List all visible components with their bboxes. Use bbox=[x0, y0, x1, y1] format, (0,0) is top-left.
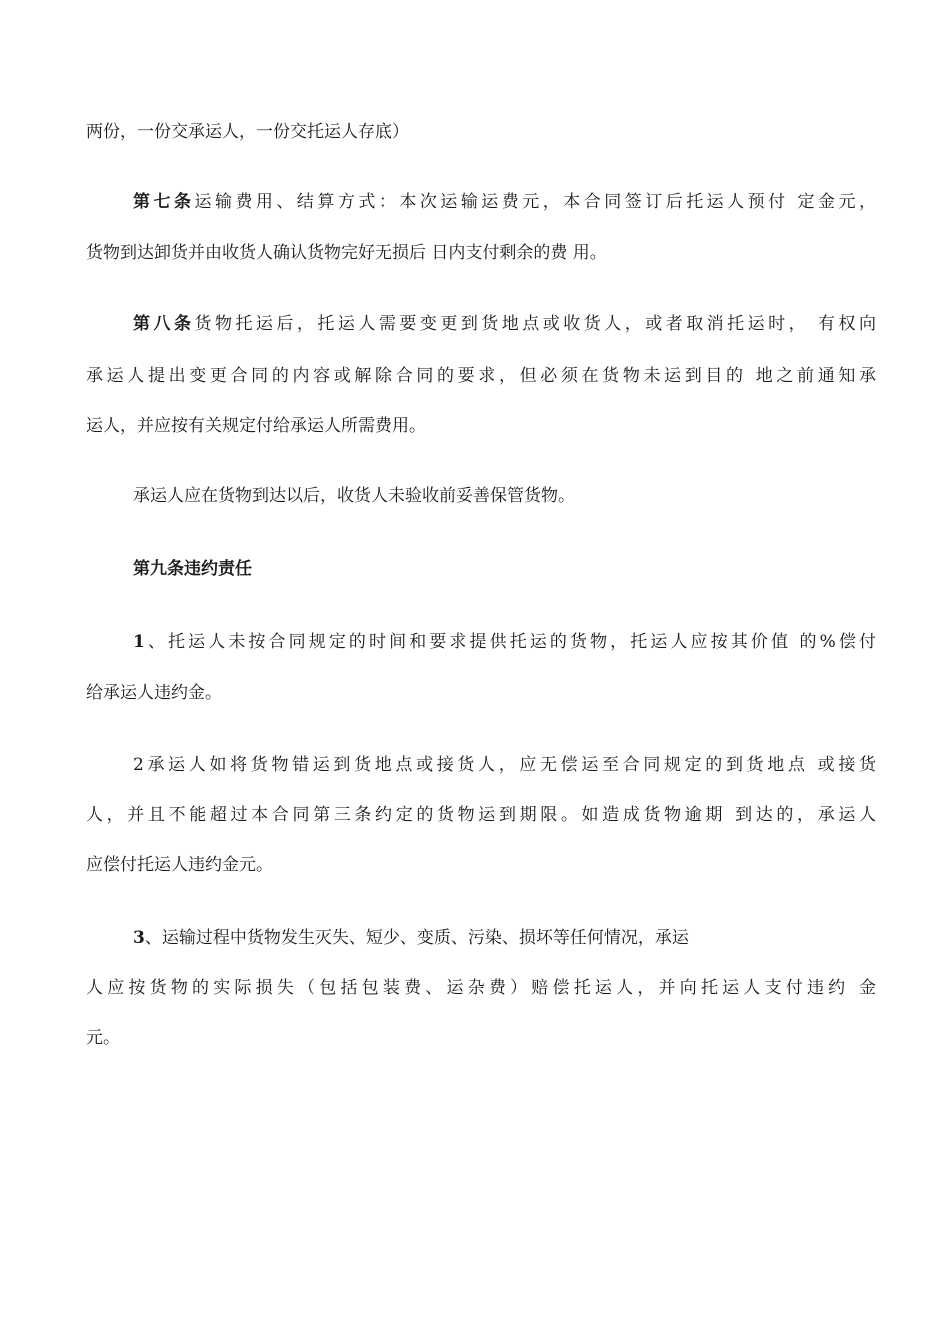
article-8-line-2: 承运人提出变更合同的内容或解除合同的要求，但必须在货物未运到目的 地之前通知承 bbox=[86, 366, 876, 386]
item-2-line-2: 人，并且不能超过本合同第三条约定的货物运到期限。如造成货物逾期 到达的，承运人 bbox=[86, 805, 876, 825]
item-1-number: 1 bbox=[133, 632, 145, 652]
item-1-text: 、托运人未按合同规定的时间和要求提供托运的货物，托运人应按其价值 的%偿付 bbox=[144, 632, 876, 652]
item-2-line-3: 应偿付托运人违约金元。 bbox=[86, 855, 273, 875]
article-8-line-3: 运人，并应按有关规定付给承运人所需费用。 bbox=[86, 416, 426, 436]
item-3-text: 、运输过程中货物发生灭失、短少、变质、污染、损坏等任何情况，承运 bbox=[144, 928, 689, 948]
item-3-line-3: 元。 bbox=[86, 1028, 120, 1048]
article-9-heading: 第九条违约责任 bbox=[133, 559, 252, 579]
item-2-line-1: 2承运人如将货物错运到货地点或接货人，应无偿运至合同规定的到货地点 或接货 bbox=[133, 755, 876, 775]
item-3-line-2: 人应按货物的实际损失（包括包装费、运杂费）赔偿托运人，并向托运人支付违约 金 bbox=[86, 978, 876, 998]
article-7-heading: 第七条 bbox=[133, 192, 195, 212]
paragraph-line: 两份，一份交承运人，一份交托运人存底） bbox=[86, 122, 409, 142]
article-8-heading: 第八条 bbox=[133, 314, 195, 334]
item-3-line-1 bbox=[133, 926, 876, 950]
article-7-text: 运输费用、结算方式：本次运输运费元，本合同签订后托运人预付 定金元， bbox=[194, 192, 876, 212]
item-3-number: 3 bbox=[133, 928, 145, 948]
article-8-line-1 bbox=[133, 312, 876, 336]
article-8-note: 承运人应在货物到达以后，收货人未验收前妥善保管货物。 bbox=[133, 486, 575, 506]
article-7-line-2: 货物到达卸货并由收货人确认货物完好无损后 日内支付剩余的费 用。 bbox=[86, 243, 607, 263]
item-1-line-1 bbox=[133, 630, 876, 654]
article-8-text: 货物托运后，托运人需要变更到货地点或收货人，或者取消托运时， 有权向 bbox=[194, 314, 876, 334]
article-7-line-1 bbox=[133, 190, 876, 214]
item-1-line-2: 给承运人违约金。 bbox=[86, 683, 222, 703]
